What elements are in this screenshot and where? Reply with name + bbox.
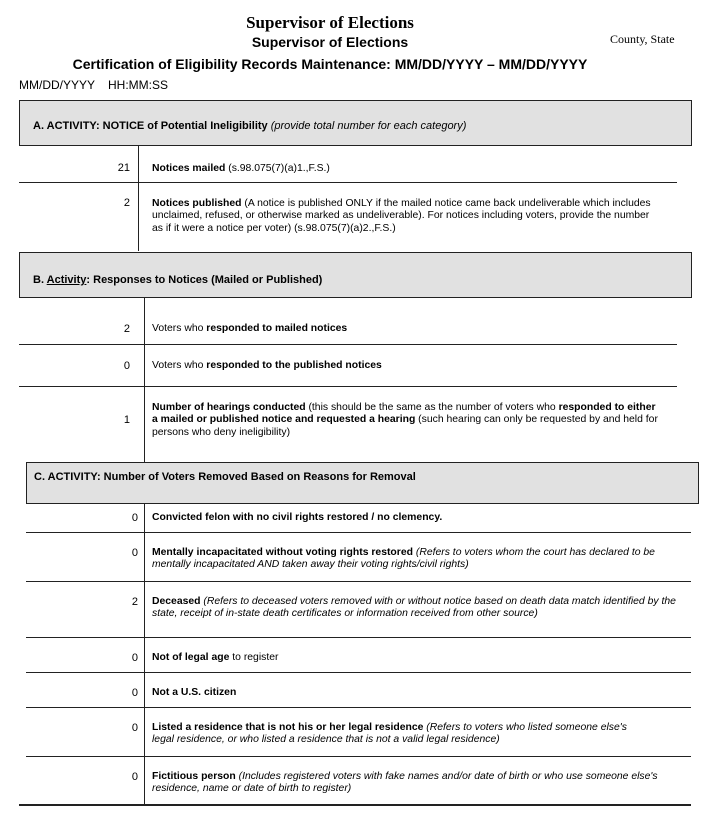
responded-mailed-text: Voters who responded to mailed notices [152,323,348,334]
fictitious-count: 0 [131,771,138,783]
office-title: Supervisor of Elections [246,13,414,32]
row-divider [19,386,677,387]
row-divider [26,581,691,582]
mentally-incapacitated-text: Mentally incapacitated without voting rights restored (Refers to voters whom the court has declared to be mentally incapacitated AND taken away their voting rights/civil rights) [152,547,655,571]
felon-count: 0 [131,512,138,524]
hearings-count: 1 [123,414,130,426]
row-divider [26,707,691,708]
responded-mailed-count: 2 [123,323,130,335]
not-legal-age-text: Not of legal age to register [152,652,279,663]
deceased-text: Deceased (Refers to deceased voters removed with or without notice based on death data match identified by the state, receipt of in-state death certificates or information received from other source) [152,596,676,620]
section-b-divider [144,298,145,462]
row-divider [26,532,691,533]
not-citizen-count: 0 [131,687,138,699]
responded-published-count: 0 [123,360,130,372]
row-divider [26,637,691,638]
office-subtitle: Supervisor of Elections [251,34,409,50]
row-divider [19,182,677,183]
county-state-label: County, State [610,32,675,46]
not-legal-age-count: 0 [131,652,138,664]
felon-text: Convicted felon with no civil rights restored / no clemency. [152,512,443,523]
form-title: Certification of Eligibility Records Maintenance: MM/DD/YYYY – MM/DD/YYYY [72,56,588,72]
section-c-divider [144,504,145,804]
notices-published-text: Notices published (A notice is published ONLY if the mailed notice came back undeliverable which includes unclaimed, refused, or otherwise marked as undeliverable). For notices including voters, provide the number as if it were a notice per voter) (s.98.075(7)(a)2.,F.S.) [152,198,651,234]
section-a-heading-label: A. ACTIVITY: NOTICE of Potential Ineligibility [33,120,268,132]
notices-mailed-text: Notices mailed (s.98.075(7)(a)1.,F.S.) [152,163,330,174]
section-b-heading: B. Activity: Responses to Notices (Mailed or Published) [19,252,692,298]
notices-mailed-count: 21 [117,162,130,174]
residence-count: 0 [131,722,138,734]
section-a-heading-note: (provide total number for each category) [270,120,467,132]
residence-text: Listed a residence that is not his or her legal residence (Refers to voters who listed someone else's legal residence, or who listed a residence that is not a valid legal residence) [152,722,627,746]
time-field: HH:MM:SS [108,78,168,92]
fictitious-text: Fictitious person (Includes registered voters with fake names and/or date of birth or who use someone else's residence, name or date of birth to register) [152,771,658,795]
row-divider [19,344,677,345]
section-a-heading [19,100,692,146]
responded-published-text: Voters who responded to the published notices [152,360,382,371]
table-bottom-rule [19,804,691,806]
row-divider [26,756,691,757]
section-a-divider [138,146,139,251]
section-c-heading: C. ACTIVITY: Number of Voters Removed Based on Reasons for Removal [26,462,699,504]
row-divider [26,672,691,673]
hearings-text: Number of hearings conducted (this should be the same as the number of voters who responded to either a mailed or published notice and requested a hearing (such hearing can only be requested by and held for persons who deny ineligibility) [152,402,658,438]
not-citizen-text: Not a U.S. citizen [152,687,237,698]
date-field: MM/DD/YYYY [19,78,96,92]
mentally-incapacitated-count: 0 [131,547,138,559]
deceased-count: 2 [131,596,138,608]
notices-published-count: 2 [123,197,130,209]
